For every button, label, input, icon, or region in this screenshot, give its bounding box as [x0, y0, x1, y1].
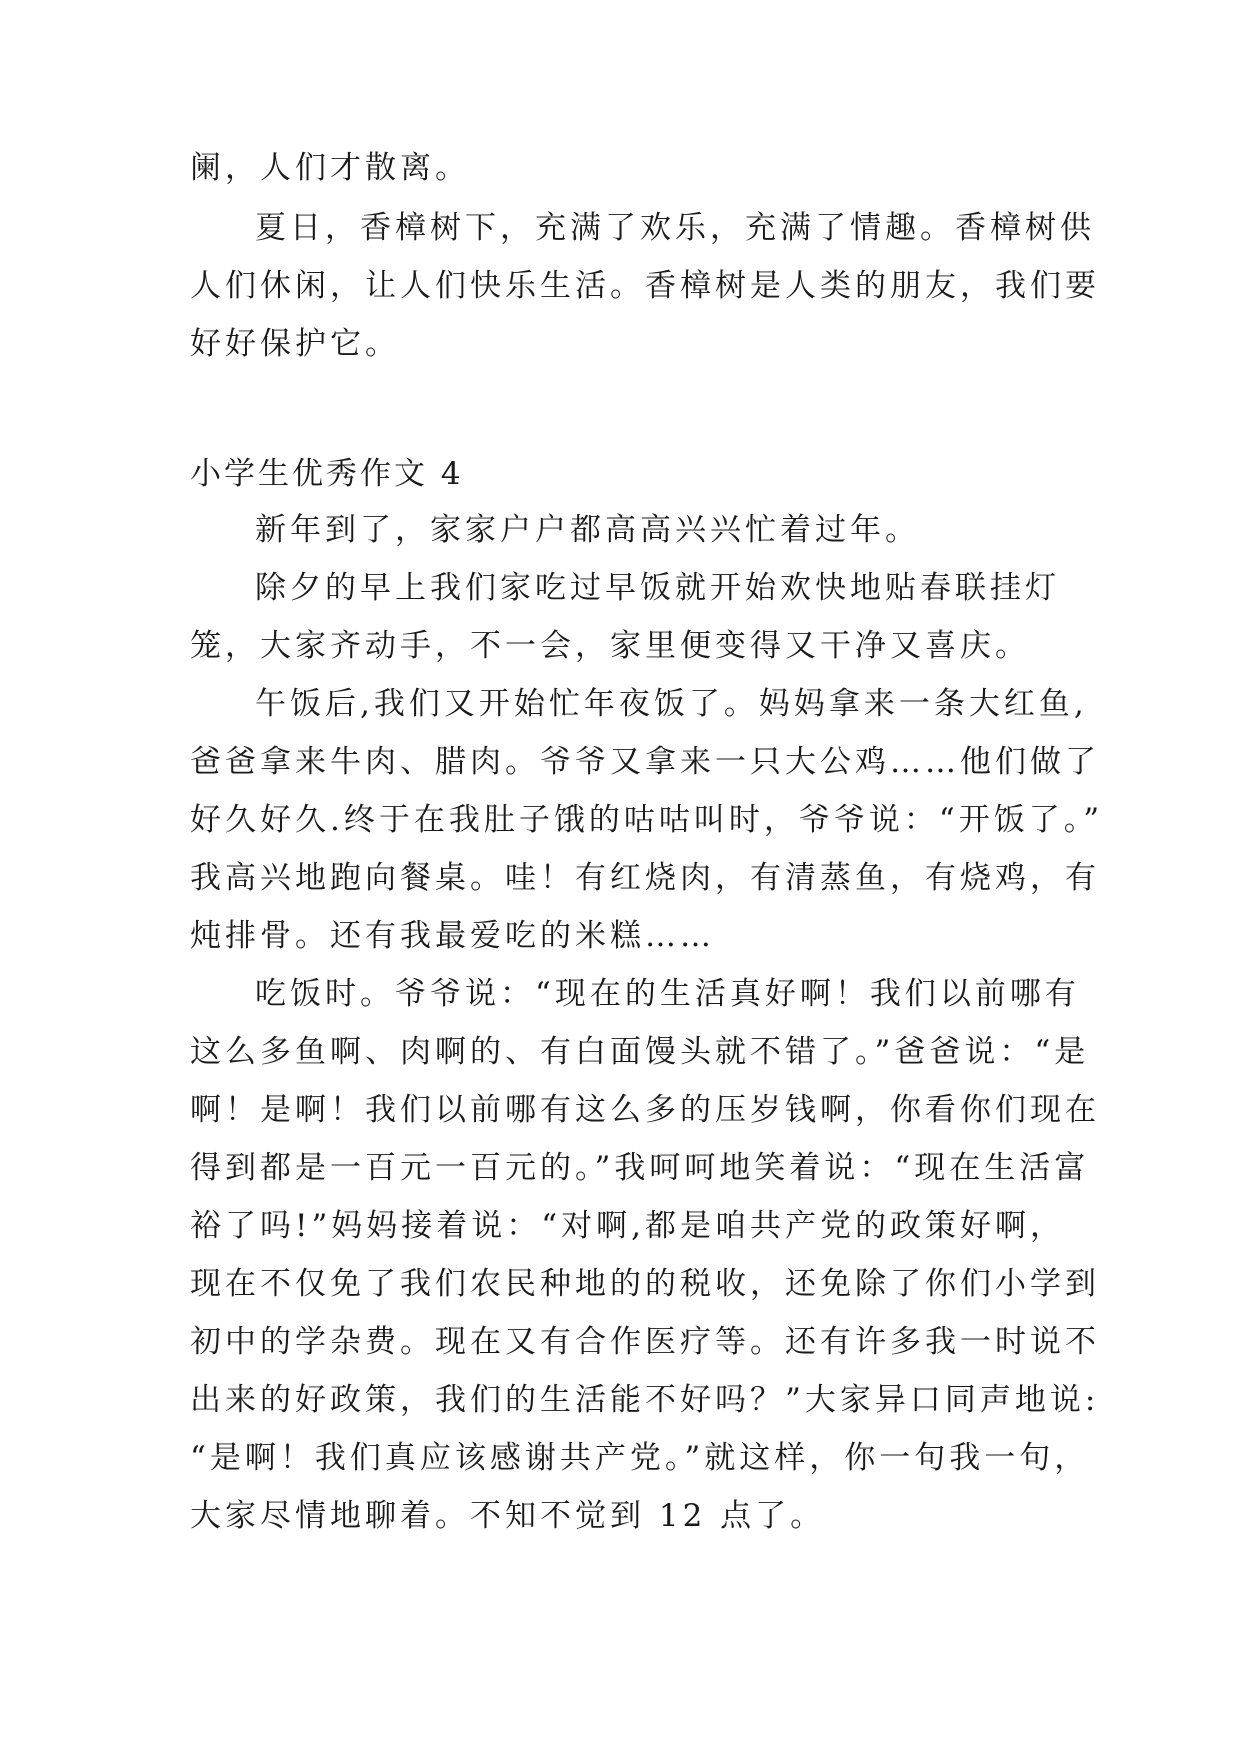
paragraph-5-line-2: 这么多鱼啊、肉啊的、有白面馒头就不错了。”爸爸说：“是 — [190, 1034, 1090, 1070]
paragraph-4-line-5: 炖排骨。还有我最爱吃的米糕…… — [190, 918, 715, 954]
paragraph-5-line-1: 吃饭时。爷爷说：“现在的生活真好啊！我们以前哪有 — [255, 976, 1080, 1012]
paragraph-5-line-9: “是啊！我们真应该感谢共产党。”就这样，你一句我一句， — [190, 1440, 1090, 1476]
paragraph-5-line-10: 大家尽情地聊着。不知不觉到 12 点了。 — [190, 1498, 826, 1534]
paragraph-5-line-6: 现在不仅免了我们农民种地的的税收，还免除了你们小学到 — [190, 1266, 1100, 1302]
section-title: 小学生优秀作文 4 — [190, 456, 464, 492]
paragraph-5-line-7: 初中的学杂费。现在又有合作医疗等。还有许多我一时说不 — [190, 1324, 1100, 1360]
paragraph-5-line-3: 啊！是啊！我们以前哪有这么多的压岁钱啊，你看你们现在 — [190, 1092, 1100, 1128]
paragraph-1-line-1: 夏日，香樟树下，充满了欢乐，充满了情趣。香樟树供 — [255, 210, 1095, 246]
paragraph-5-line-8: 出来的好政策，我们的生活能不好吗？”大家异口同声地说: — [190, 1382, 1100, 1418]
paragraph-1-line-2: 人们休闲，让人们快乐生活。香樟树是人类的朋友，我们要 — [190, 268, 1100, 304]
paragraph-5-line-4: 得到都是一百元一百元的。”我呵呵地笑着说：“现在生活富 — [190, 1150, 1090, 1186]
paragraph-1-line-3: 好好保护它。 — [190, 326, 400, 362]
paragraph-3-line-2: 笼，大家齐动手，不一会，家里便变得又干净又喜庆。 — [190, 628, 1030, 664]
paragraph-4-line-3: 好久好久.终于在我肚子饿的咕咕叫时，爷爷说：“开饭了。” — [190, 802, 1104, 838]
paragraph-4-line-1: 午饭后,我们又开始忙年夜饭了。妈妈拿来一条大红鱼, — [255, 686, 1088, 722]
intro-line: 阑，人们才散离。 — [190, 150, 470, 186]
paragraph-5-line-5: 裕了吗!”妈妈接着说：“对啊,都是咱共产党的政策好啊， — [190, 1208, 1066, 1244]
paragraph-3-line-1: 除夕的早上我们家吃过早饭就开始欢快地贴春联挂灯 — [255, 570, 1060, 606]
paragraph-4-line-4: 我高兴地跑向餐桌。哇！有红烧肉，有清蒸鱼，有烧鸡，有 — [190, 860, 1100, 896]
paragraph-2-line-1: 新年到了，家家户户都高高兴兴忙着过年。 — [255, 512, 920, 548]
paragraph-4-line-2: 爸爸拿来牛肉、腊肉。爷爷又拿来一只大公鸡……他们做了 — [190, 744, 1100, 780]
